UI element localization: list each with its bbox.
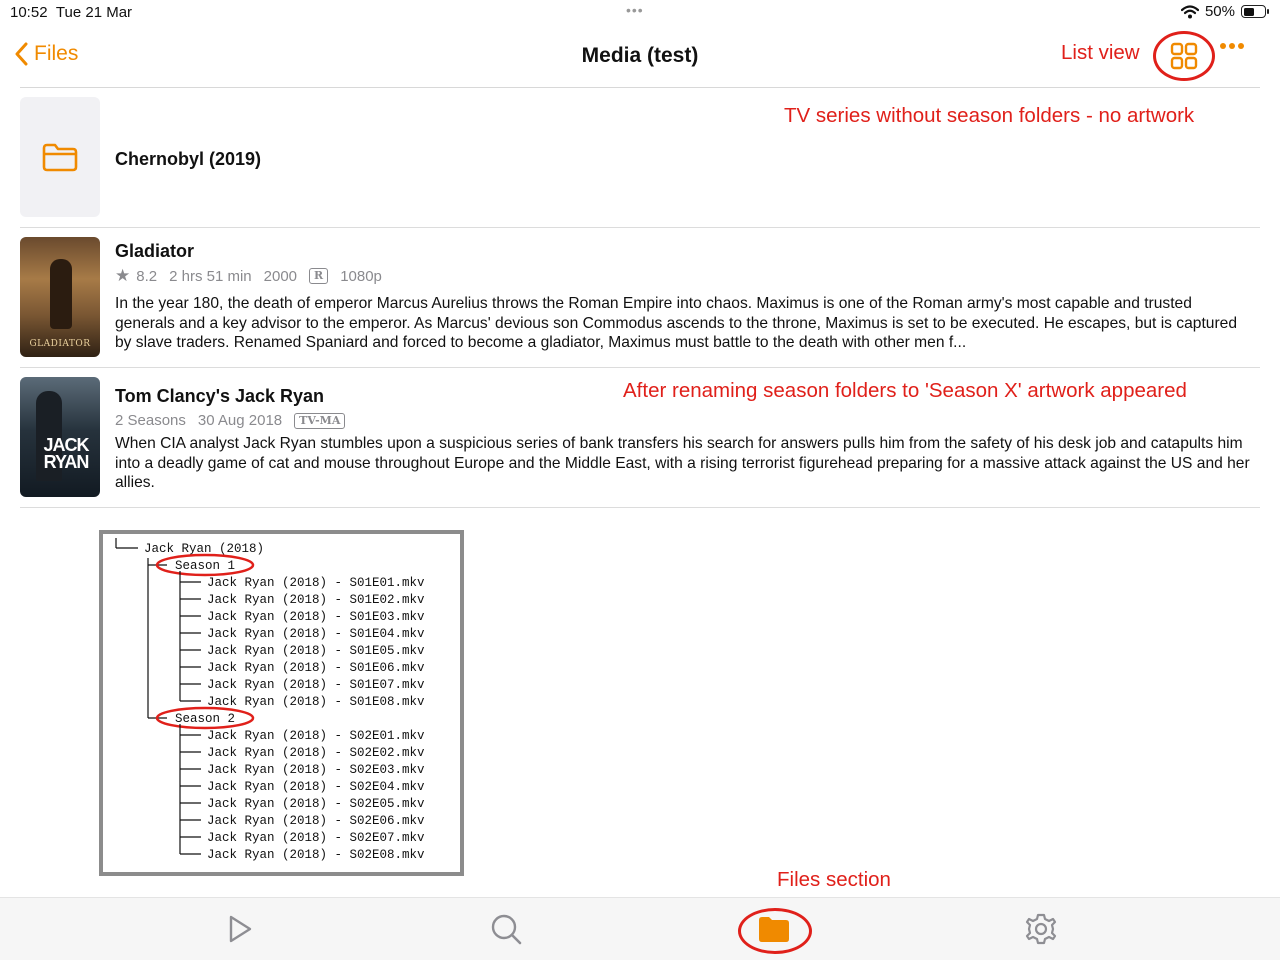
- back-label: Files: [34, 42, 79, 65]
- tree-file: Jack Ryan (2018) - S02E04.mkv: [207, 780, 425, 794]
- tree-file: Jack Ryan (2018) - S02E01.mkv: [207, 729, 425, 743]
- play-icon: [222, 912, 256, 946]
- year: 2000: [263, 267, 298, 285]
- tree-file: Jack Ryan (2018) - S02E07.mkv: [207, 831, 425, 845]
- item-metadata: [115, 412, 345, 429]
- tab-bar: [0, 897, 1280, 960]
- tree-file: Jack Ryan (2018) - S02E08.mkv: [207, 848, 425, 862]
- resolution: 1080p: [340, 267, 382, 285]
- gladiator-poster: [20, 237, 100, 357]
- tree-file: Jack Ryan (2018) - S01E05.mkv: [207, 644, 425, 658]
- poster-title: JACK RYAN: [43, 435, 89, 472]
- annotation-ring-files-tab: [738, 908, 812, 954]
- tree-root-folder: Jack Ryan (2018): [144, 542, 265, 556]
- item-title: Gladiator: [115, 241, 195, 261]
- tree-file: Jack Ryan (2018) - S02E03.mkv: [207, 763, 425, 777]
- certificate-badge: TV-MA: [294, 413, 345, 429]
- item-title: Chernobyl (2019): [115, 149, 262, 169]
- gear-icon: [1024, 912, 1058, 946]
- tab-settings[interactable]: [1024, 912, 1058, 946]
- folder-tree-image: [99, 530, 464, 876]
- tree-file: Jack Ryan (2018) - S01E06.mkv: [207, 661, 425, 675]
- rating-value: 8.2: [136, 267, 158, 285]
- annotation-artwork-appeared: After renaming season folders to 'Season X' artwork appeared: [623, 379, 1187, 402]
- battery-percent: 50%: [1204, 3, 1235, 20]
- tab-playback[interactable]: [222, 912, 256, 946]
- status-date: Tue 21 Mar: [55, 4, 133, 21]
- tree-file: Jack Ryan (2018) - S01E03.mkv: [207, 610, 425, 624]
- annotation-list-view: List view: [1061, 41, 1140, 64]
- annotation-ring-grid: [1153, 31, 1215, 81]
- folder-icon: [41, 142, 79, 172]
- tree-season-folder: Season 1: [175, 559, 236, 573]
- tree-file: Jack Ryan (2018) - S01E04.mkv: [207, 627, 425, 641]
- row-divider: [20, 227, 1260, 228]
- annotation-files-section: Files section: [777, 868, 891, 891]
- tree-file: Jack Ryan (2018) - S01E01.mkv: [207, 576, 425, 590]
- tree-file: Jack Ryan (2018) - S01E08.mkv: [207, 695, 425, 709]
- item-title: Tom Clancy's Jack Ryan: [115, 386, 325, 406]
- item-description: In the year 180, the death of emperor Marcus Aurelius throws the Roman Empire into chaos. Maximus is one of the Roman army's most capable and trusted generals and a key advisor to the emperor. As Marcus' devious son Commodus ascends to the throne, Maximus is set to be executed. He escapes, but is captured by slave traders. Renamed Spaniard and forced to become a gladiator, Maximus must battle to the death with other men f...: [115, 295, 1237, 351]
- jack-ryan-poster: [20, 377, 100, 497]
- row-divider: [20, 507, 1260, 508]
- season-count: 2 Seasons: [115, 412, 186, 429]
- star-icon: ★: [115, 266, 131, 285]
- item-metadata: [115, 266, 382, 286]
- tree-season-folder: Season 2: [175, 712, 236, 726]
- tree-file: Jack Ryan (2018) - S01E02.mkv: [207, 593, 425, 607]
- air-date: 30 Aug 2018: [197, 412, 283, 429]
- tree-file: Jack Ryan (2018) - S01E07.mkv: [207, 678, 425, 692]
- certificate-badge: R: [309, 268, 328, 284]
- tree-file: Jack Ryan (2018) - S02E05.mkv: [207, 797, 425, 811]
- row-divider: [20, 367, 1260, 368]
- tree-file: Jack Ryan (2018) - S02E06.mkv: [207, 814, 425, 828]
- tree-file: Jack Ryan (2018) - S02E02.mkv: [207, 746, 425, 760]
- multitasking-dots[interactable]: •••: [626, 2, 644, 18]
- tab-search[interactable]: [489, 912, 523, 946]
- duration: 2 hrs 51 min: [169, 267, 252, 285]
- folder-tree: [103, 534, 460, 872]
- poster-title: GLADIATOR: [29, 339, 91, 349]
- status-clock: 10:52: [10, 4, 48, 21]
- item-description: When CIA analyst Jack Ryan stumbles upon a suspicious series of bank transfers his search for answers pulls him from the safety of his desk job and catapults him into a deadly game of cat and mouse throughout Europe and the Middle East, with a rising terrorist figurehead preparing for a massive attack against the US and her allies.: [115, 435, 1250, 491]
- search-icon: [489, 912, 523, 946]
- page-title: Media (test): [581, 44, 699, 67]
- annotation-no-artwork: TV series without season folders - no artwork: [784, 104, 1195, 127]
